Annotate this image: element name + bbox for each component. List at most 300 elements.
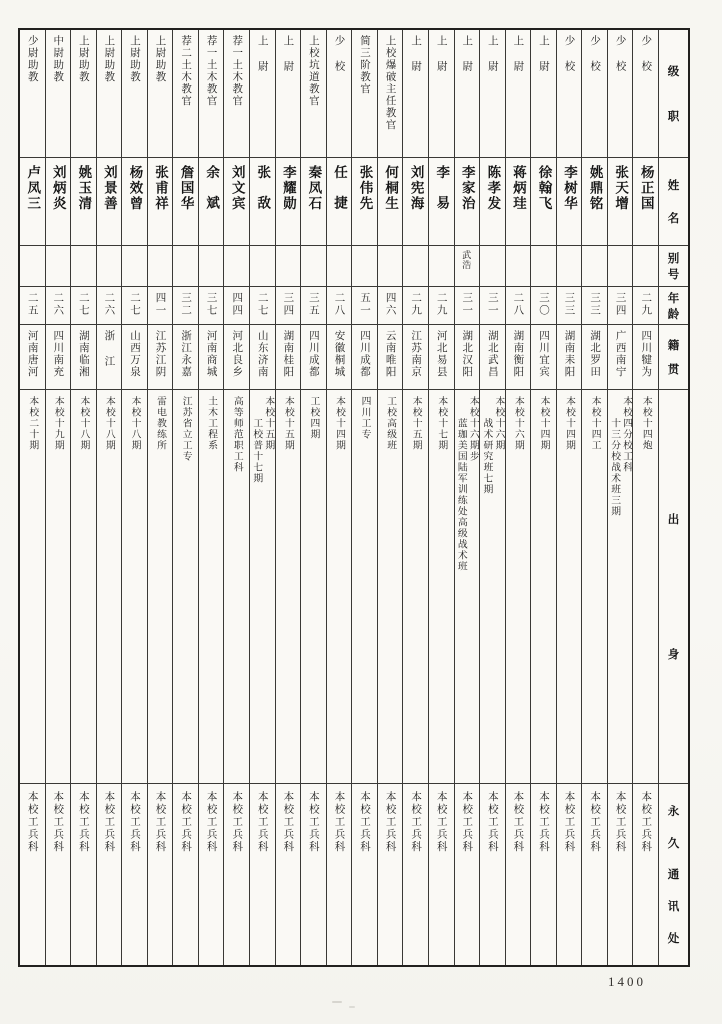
rank-cell [173, 30, 198, 158]
native-place-text: 山东济南 [256, 330, 268, 378]
name-cell [46, 158, 71, 246]
header-label-char: 年 [667, 293, 680, 305]
rank-cell [276, 30, 301, 158]
age-cell [429, 287, 454, 325]
origin-text [154, 390, 166, 451]
name-text: 李树华 [562, 165, 578, 212]
name-cell [455, 158, 480, 246]
contact-cell [582, 784, 607, 965]
name-cell [633, 158, 658, 246]
native-place-text: 湖南耒阳 [563, 330, 575, 378]
name-cell [97, 158, 122, 246]
origin-line: 十三分校战术班三期 [609, 418, 621, 517]
age-cell [608, 287, 633, 325]
person-column [96, 30, 122, 965]
age-text: 二九 [410, 292, 422, 317]
contact-text: 本校工兵科 [359, 791, 371, 854]
person-column [45, 30, 71, 965]
rank-cell [403, 30, 428, 158]
age-cell [97, 287, 122, 325]
origin-text [384, 390, 396, 451]
origin-text [563, 390, 575, 451]
native-place-cell [429, 325, 454, 390]
age-cell [224, 287, 249, 325]
origin-cell [199, 390, 224, 784]
header-label-contact [659, 784, 688, 965]
origin-cell [46, 390, 71, 784]
header-cell-contact [659, 784, 688, 965]
name-text: 卢凤三 [25, 165, 41, 212]
person-column [20, 30, 45, 965]
origin-text [480, 390, 504, 495]
name-text: 李耀勋 [280, 165, 296, 212]
rank-text: 荐二土木教官 [180, 35, 192, 107]
age-text: 二七 [128, 292, 140, 317]
origin-line: 工校高级班 [385, 396, 397, 451]
age-text: 二六 [52, 292, 64, 317]
page-number: 1400 [608, 974, 646, 989]
native-place-cell [301, 325, 326, 390]
header-label-char: 通 [667, 869, 680, 882]
age-text: 二七 [256, 292, 268, 317]
age-cell [352, 287, 377, 325]
rank-cell [378, 30, 403, 158]
origin-cell [173, 390, 198, 784]
origin-line: 工校普十七期 [251, 418, 263, 484]
name-cell [480, 158, 505, 246]
origin-text [537, 390, 549, 451]
native-place-text: 湖南桂阳 [282, 330, 294, 378]
origin-text [282, 390, 294, 451]
origin-cell [429, 390, 454, 784]
rank-text: 上尉助教 [77, 35, 89, 83]
name-text: 任捷 [331, 165, 347, 226]
header-label-rank [659, 30, 688, 157]
age-text: 四四 [231, 292, 243, 317]
rank-cell [480, 30, 505, 158]
name-cell [557, 158, 582, 246]
header-label-char: 籍 [667, 339, 680, 352]
origin-cell [403, 390, 428, 784]
contact-cell [557, 784, 582, 965]
contact-text: 本校工兵科 [77, 791, 89, 854]
origin-text [589, 390, 601, 451]
person-column [505, 30, 531, 965]
rank-cell [301, 30, 326, 158]
origin-line: 本校十八期 [103, 396, 115, 451]
alias-cell [199, 246, 224, 287]
name-text: 张甫祥 [153, 165, 169, 212]
origin-cell [531, 390, 556, 784]
origin-line: 本校十四工 [589, 396, 601, 451]
person-column [377, 30, 403, 965]
person-column [632, 30, 658, 965]
header-label-char: 久 [667, 837, 680, 850]
rank-cell [20, 30, 45, 158]
origin-line: 本校十四期 [564, 396, 576, 451]
origin-text [180, 390, 192, 462]
native-place-cell [173, 325, 198, 390]
origin-text [608, 390, 632, 517]
age-text: 三四 [282, 292, 294, 317]
origin-line: 本校十七期 [436, 396, 448, 451]
person-column [530, 30, 556, 965]
origin-text [307, 390, 319, 440]
rank-text: 少校 [589, 35, 601, 86]
native-place-cell [224, 325, 249, 390]
alias-cell [582, 246, 607, 287]
native-place-cell [46, 325, 71, 390]
header-label-char: 龄 [667, 309, 680, 321]
origin-text [231, 390, 243, 473]
native-place-text: 湖北汉阳 [461, 330, 473, 378]
native-place-text: 河南唐河 [26, 330, 38, 378]
rank-text: 上校爆破主任教官 [384, 35, 396, 131]
native-place-text: 浙江永嘉 [180, 330, 192, 378]
age-cell [301, 287, 326, 325]
age-cell [148, 287, 173, 325]
person-column [300, 30, 326, 965]
contact-text: 本校工兵科 [307, 791, 319, 854]
rank-cell [506, 30, 531, 158]
origin-line: 本校十六期 [493, 396, 505, 451]
native-place-cell [352, 325, 377, 390]
name-text: 刘炳炎 [50, 165, 66, 212]
alias-cell [250, 246, 275, 287]
origin-line: 本校十八期 [129, 396, 141, 451]
origin-cell [20, 390, 45, 784]
name-text: 陈孝发 [485, 165, 501, 212]
origin-line: 高等师范职工科 [231, 396, 243, 473]
age-text: 三〇 [537, 292, 549, 317]
native-place-text: 四川犍为 [640, 330, 652, 378]
name-cell [199, 158, 224, 246]
contact-cell [301, 784, 326, 965]
person-column [172, 30, 198, 965]
alias-cell [429, 246, 454, 287]
native-place-cell [403, 325, 428, 390]
age-text: 二五 [26, 292, 38, 317]
alias-cell [327, 246, 352, 287]
origin-cell [455, 390, 480, 784]
name-text: 余斌 [204, 165, 220, 226]
age-cell [46, 287, 71, 325]
scan-artifact [332, 1001, 342, 1003]
native-place-cell [199, 325, 224, 390]
contact-cell [455, 784, 480, 965]
rank-text: 荐一土木教官 [231, 35, 243, 107]
native-place-text: 河北良乡 [231, 330, 243, 378]
origin-cell [276, 390, 301, 784]
alias-cell [224, 246, 249, 287]
age-cell [276, 287, 301, 325]
contact-cell [46, 784, 71, 965]
contact-cell [429, 784, 454, 965]
contact-cell [224, 784, 249, 965]
age-text: 二九 [435, 292, 447, 317]
name-text: 刘文宾 [229, 165, 245, 212]
rank-cell [148, 30, 173, 158]
age-text: 三四 [614, 292, 626, 317]
alias-cell [71, 246, 96, 287]
age-cell [250, 287, 275, 325]
origin-line: 土木工程系 [206, 396, 218, 451]
origin-cell [97, 390, 122, 784]
native-place-text: 湖南衡阳 [512, 330, 524, 378]
name-text: 刘景善 [101, 165, 117, 212]
name-text: 蒋炳珪 [510, 165, 526, 212]
age-text: 二八 [512, 292, 524, 317]
age-text: 五一 [359, 292, 371, 317]
native-place-cell [148, 325, 173, 390]
age-cell [403, 287, 428, 325]
native-place-text: 四川成都 [359, 330, 371, 378]
origin-line: 战术研究班七期 [481, 418, 493, 495]
rank-text: 荐一土木教官 [205, 35, 217, 107]
contact-cell [173, 784, 198, 965]
contact-cell [250, 784, 275, 965]
person-column [198, 30, 224, 965]
native-place-text: 江苏江阴 [154, 330, 166, 378]
rank-text: 上尉 [435, 35, 447, 86]
rank-text: 上尉 [410, 35, 422, 86]
native-place-cell [633, 325, 658, 390]
rank-cell [429, 30, 454, 158]
age-text: 四一 [154, 292, 166, 317]
header-label-char: 贯 [667, 364, 680, 377]
contact-text: 本校工兵科 [205, 791, 217, 854]
header-label-char: 出 [667, 514, 680, 527]
person-column [223, 30, 249, 965]
contact-cell [608, 784, 633, 965]
contact-cell [122, 784, 147, 965]
contact-cell [71, 784, 96, 965]
name-text: 徐翰飞 [536, 165, 552, 212]
native-place-cell [582, 325, 607, 390]
age-text: 三三 [563, 292, 575, 317]
age-cell [173, 287, 198, 325]
header-label-native-place [659, 325, 688, 389]
age-text: 三三 [589, 292, 601, 317]
origin-cell [480, 390, 505, 784]
header-cell-rank [659, 30, 688, 158]
contact-text: 本校工兵科 [282, 791, 294, 854]
person-column [454, 30, 480, 965]
person-column [147, 30, 173, 965]
rank-text: 上校坑道教官 [307, 35, 319, 107]
origin-cell [71, 390, 96, 784]
rank-cell [122, 30, 147, 158]
contact-text: 本校工兵科 [103, 791, 115, 854]
origin-cell [378, 390, 403, 784]
contact-text: 本校工兵科 [512, 791, 524, 854]
contact-cell [148, 784, 173, 965]
alias-cell [97, 246, 122, 287]
rank-text: 上尉 [512, 35, 524, 86]
native-place-text: 四川成都 [307, 330, 319, 378]
origin-text [410, 390, 422, 451]
rank-cell [327, 30, 352, 158]
contact-text: 本校工兵科 [154, 791, 166, 854]
name-cell [224, 158, 249, 246]
rank-text: 少校 [563, 35, 575, 86]
origin-cell [327, 390, 352, 784]
person-column [351, 30, 377, 965]
rank-cell [531, 30, 556, 158]
origin-line: 四川工专 [359, 396, 371, 440]
rank-text: 中尉助教 [52, 35, 64, 83]
origin-cell [352, 390, 377, 784]
person-column [581, 30, 607, 965]
native-place-text: 山西万泉 [128, 330, 140, 378]
rank-cell [250, 30, 275, 158]
origin-text [77, 390, 89, 451]
native-place-text: 湖北罗田 [589, 330, 601, 378]
age-cell [71, 287, 96, 325]
rank-text: 上尉 [486, 35, 498, 86]
name-cell [71, 158, 96, 246]
name-text: 何桐生 [383, 165, 399, 212]
origin-text [333, 390, 345, 451]
contact-cell [327, 784, 352, 965]
native-place-cell [531, 325, 556, 390]
native-place-text: 四川南充 [52, 330, 64, 378]
name-text: 杨效曾 [127, 165, 143, 212]
native-place-cell [276, 325, 301, 390]
rank-text: 上尉 [256, 35, 268, 86]
header-label-char: 职 [667, 111, 680, 124]
origin-line: 雷电教练所 [155, 396, 167, 451]
name-cell [378, 158, 403, 246]
age-cell [582, 287, 607, 325]
alias-cell [403, 246, 428, 287]
origin-text [128, 390, 140, 451]
origin-text [640, 390, 652, 451]
contact-text: 本校工兵科 [256, 791, 268, 854]
origin-cell [250, 390, 275, 784]
person-column [479, 30, 505, 965]
alias-cell [46, 246, 71, 287]
rank-text: 上尉助教 [154, 35, 166, 83]
origin-cell [608, 390, 633, 784]
native-place-text: 四川宜宾 [537, 330, 549, 378]
header-label-name [659, 158, 688, 245]
name-text: 姚鼎铭 [587, 165, 603, 212]
origin-text [52, 390, 64, 451]
name-cell [506, 158, 531, 246]
name-text: 秦凤石 [306, 165, 322, 212]
contact-text: 本校工兵科 [26, 791, 38, 854]
native-place-cell [506, 325, 531, 390]
native-place-text: 浙江 [103, 330, 115, 381]
rank-cell [97, 30, 122, 158]
header-label-origin [659, 390, 688, 783]
name-cell [327, 158, 352, 246]
contact-cell [480, 784, 505, 965]
origin-line: 本校十四期 [333, 396, 345, 451]
name-cell [276, 158, 301, 246]
contact-text: 本校工兵科 [52, 791, 64, 854]
origin-cell [224, 390, 249, 784]
native-place-cell [455, 325, 480, 390]
contact-text: 本校工兵科 [461, 791, 473, 854]
contact-cell [531, 784, 556, 965]
contact-cell [378, 784, 403, 965]
age-cell [327, 287, 352, 325]
header-column [658, 30, 688, 965]
name-text: 李易 [434, 165, 450, 226]
age-cell [122, 287, 147, 325]
origin-line: 本校十五期 [263, 396, 275, 451]
origin-cell [633, 390, 658, 784]
name-cell [608, 158, 633, 246]
native-place-cell [557, 325, 582, 390]
name-cell [20, 158, 45, 246]
age-cell [480, 287, 505, 325]
native-place-text: 云南唯阳 [384, 330, 396, 378]
name-cell [173, 158, 198, 246]
alias-cell [633, 246, 658, 287]
age-text: 三一 [461, 292, 473, 317]
contact-cell [506, 784, 531, 965]
rank-cell [46, 30, 71, 158]
contact-text: 本校工兵科 [128, 791, 140, 854]
native-place-text: 广西南宁 [614, 330, 626, 378]
contact-text: 本校工兵科 [486, 791, 498, 854]
header-label-char: 号 [667, 269, 680, 282]
name-cell [250, 158, 275, 246]
rank-text: 上尉 [461, 35, 473, 86]
person-column [275, 30, 301, 965]
origin-line: 本校十六期 [512, 396, 524, 451]
name-cell [429, 158, 454, 246]
contact-cell [20, 784, 45, 965]
age-text: 四六 [384, 292, 396, 317]
name-cell [301, 158, 326, 246]
rank-cell [557, 30, 582, 158]
rank-text: 少尉助教 [26, 35, 38, 83]
origin-cell [301, 390, 326, 784]
alias-cell [506, 246, 531, 287]
contact-text: 本校工兵科 [640, 791, 652, 854]
alias-cell [352, 246, 377, 287]
origin-cell [506, 390, 531, 784]
age-cell [633, 287, 658, 325]
origin-line: 本校二十期 [27, 396, 39, 451]
native-place-cell [97, 325, 122, 390]
alias-cell [173, 246, 198, 287]
native-place-text: 湖北武昌 [486, 330, 498, 378]
person-column [70, 30, 96, 965]
name-text: 李家治 [459, 165, 475, 212]
origin-text [359, 390, 371, 440]
native-place-text: 湖南临湘 [77, 330, 89, 378]
person-column [556, 30, 582, 965]
age-cell [455, 287, 480, 325]
alias-cell [20, 246, 45, 287]
native-place-cell [71, 325, 96, 390]
contact-cell [633, 784, 658, 965]
alias-cell [148, 246, 173, 287]
origin-text [435, 390, 447, 451]
age-text: 三五 [307, 292, 319, 317]
rank-cell [224, 30, 249, 158]
age-cell [557, 287, 582, 325]
contact-text: 本校工兵科 [384, 791, 396, 854]
origin-line: 本校十五期 [282, 396, 294, 451]
alias-cell [378, 246, 403, 287]
alias-cell [455, 246, 480, 287]
